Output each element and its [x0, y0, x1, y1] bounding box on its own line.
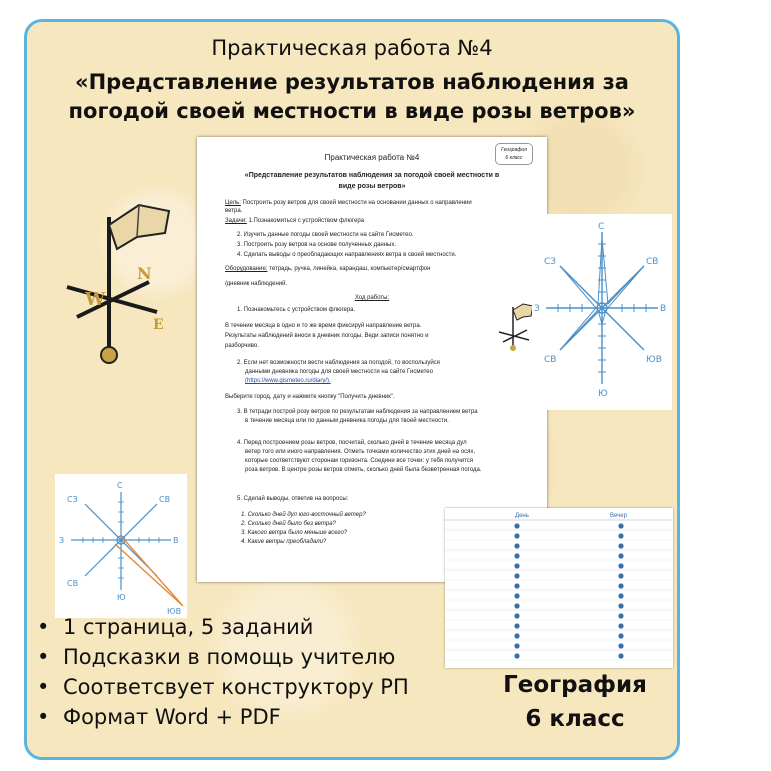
- wind-rose-diagram-left: [55, 474, 187, 618]
- cloud-icon: [618, 563, 623, 568]
- table-header-day: День: [515, 513, 529, 519]
- cloud-icon: [514, 553, 519, 558]
- task-1: 1.Познакомиться с устройством флюгера: [246, 218, 365, 224]
- feature-text: Соответсвует конструктору РП: [63, 675, 409, 699]
- cloud-icon: [618, 603, 623, 608]
- step-2b: данными дневника погоды для своей местности на сайте Гисметео: [245, 369, 433, 375]
- step-4d: роза ветров. В центре розы ветров отметь, сколько дней была безветренная погода.: [245, 467, 482, 473]
- rose-left-ne: СВ: [159, 495, 171, 504]
- rose-right-w: З: [534, 304, 540, 314]
- step-1c: разборчиво.: [225, 343, 259, 349]
- step-1a: В течение месяца в одно и то же время фиксируй направление ветра.: [225, 323, 422, 329]
- cloud-icon: [618, 533, 623, 538]
- task-2: 2. Изучить данные погоды своей местности на сайте Гисметео.: [237, 232, 414, 238]
- feature-text: Подсказки в помощь учителю: [63, 645, 396, 669]
- rose-right-s: Ю: [598, 389, 608, 399]
- cloud-icon: [618, 643, 623, 648]
- cloud-icon: [618, 613, 623, 618]
- feature-text: Формат Word + PDF: [63, 705, 281, 729]
- svg-text:N: N: [137, 264, 152, 283]
- rose-left-se: ЮВ: [167, 607, 182, 616]
- cloud-icon: [514, 573, 519, 578]
- title-line-2a: «Представление результатов наблюдения за: [75, 70, 629, 94]
- cloud-icon: [514, 583, 519, 588]
- step-3b: в течение месяца или по данным дневника погоды для твоей местности.: [245, 418, 449, 424]
- tasks-label: Задачи:: [225, 218, 247, 224]
- product-card: [24, 19, 680, 760]
- stamp-subject: География: [501, 147, 527, 153]
- cloud-icon: [514, 613, 519, 618]
- rose-right-se: ЮВ: [646, 355, 662, 365]
- svg-text:W: W: [85, 289, 106, 310]
- feature-item: • Подсказки в помощь учителю: [37, 645, 396, 669]
- question-2: 2. Сколько дней было без ветра?: [241, 521, 336, 527]
- doc-title-a: «Представление результатов наблюдения за погодой своей местности в: [244, 172, 500, 179]
- goal-line: [225, 199, 525, 207]
- table-header-evening: Вечер: [610, 513, 627, 519]
- rose-left-e: В: [173, 536, 179, 545]
- step-2a: 2. Если нет возможности вести наблюдения за погодой, то воспользуйся: [237, 360, 440, 366]
- weathervane-illustration: [57, 197, 177, 367]
- cloud-icon: [618, 583, 623, 588]
- tasks-line: [225, 217, 525, 225]
- cloud-icon: [618, 593, 623, 598]
- progress-heading: Ход работы:: [354, 295, 390, 301]
- cloud-icon: [618, 553, 623, 558]
- cloud-icon: [618, 543, 623, 548]
- step-4b: ветер того или иного направления. Отметь точками количество этих дней на осях,: [245, 449, 475, 455]
- cloud-icon: [514, 623, 519, 628]
- subject-name: География: [503, 672, 647, 698]
- doc-title-b: виде розы ветров»: [338, 183, 406, 190]
- wind-rose-diagram-right: [532, 214, 672, 410]
- rose-left-s: Ю: [117, 593, 126, 602]
- rose-left-n: С: [117, 481, 123, 490]
- rose-right-sw: СВ: [544, 355, 557, 365]
- title-line-1: Практическая работа №4: [211, 36, 493, 60]
- task-4: 4. Сделать выводы о преобладающих направлениях ветра в своей местности.: [237, 252, 457, 258]
- step-5: 5. Сделай выводы, ответив на вопросы:: [237, 496, 349, 502]
- stamp-grade: 6 класс: [505, 155, 523, 161]
- feature-item: • Формат Word + PDF: [37, 705, 281, 729]
- cloud-icon: [618, 523, 623, 528]
- task-3: 3. Построить розу ветров на основе полученных данных.: [237, 242, 397, 248]
- goal-label: Цель:: [225, 200, 241, 206]
- equipment-text: тетрадь, ручка, линейка, карандаш, компьютер/смартфон: [267, 266, 431, 272]
- cloud-icon: [514, 533, 519, 538]
- equipment-line-2: /дневник наблюдений.: [225, 281, 288, 287]
- rose-left-w: З: [59, 536, 65, 545]
- rose-right-n: С: [598, 222, 605, 232]
- doc-title: [227, 170, 517, 192]
- rose-right-nw: СЗ: [544, 257, 557, 267]
- title-line-2b: погодой своей местности в виде розы ветров»: [68, 99, 636, 123]
- rose-right-ne: СВ: [646, 257, 659, 267]
- feature-item: • Соответсвует конструктору РП: [37, 675, 409, 699]
- equipment-line: [225, 265, 525, 273]
- rose-left-sw: СВ: [67, 579, 79, 588]
- cloud-icon: [514, 593, 519, 598]
- doc-heading: Практическая работа №4: [324, 153, 420, 162]
- question-4: 4. Какие ветры преобладали?: [241, 539, 327, 545]
- step-3a: 3. В тетради построй розу ветров по результатам наблюдения за направлением ветра: [237, 409, 478, 415]
- svg-text:E: E: [153, 317, 164, 333]
- question-3: 3. Какого ветра было меньше всего?: [241, 530, 348, 536]
- cloud-icon: [514, 543, 519, 548]
- rose-right-e: В: [660, 304, 667, 314]
- step-4a: 4. Перед построением розы ветров, посчитай, сколько дней в течение месяца дул: [237, 440, 467, 446]
- goal-line-2: ветра.: [225, 208, 243, 214]
- rose-left-nw: СЗ: [67, 495, 78, 504]
- feature-text: 1 страница, 5 заданий: [63, 615, 314, 639]
- small-weathervane-icon: [495, 302, 535, 352]
- gismeteo-link[interactable]: (https://www.gismeteo.ru/diary/).: [245, 378, 331, 384]
- cloud-icon: [618, 633, 623, 638]
- question-1: 1. Сколько дней дул юго-восточный ветер?: [241, 512, 366, 518]
- subject-grade: 6 класс: [525, 706, 625, 732]
- step-2d: Выберите город, дату и нажмите кнопку "Получить дневник".: [225, 394, 395, 400]
- feature-item: • 1 страница, 5 заданий: [37, 615, 314, 639]
- cloud-icon: [618, 653, 623, 658]
- step-4c: которые соответствуют сторонам горизонта. Соедини все точки: у тебя получится: [245, 458, 474, 464]
- subject-label: [475, 668, 675, 736]
- step-1: 1. Познакомьтесь с устройством флюгера.: [237, 307, 356, 313]
- cloud-icon: [514, 653, 519, 658]
- cloud-icon: [618, 573, 623, 578]
- feature-list: [37, 612, 457, 732]
- cloud-icon: [514, 633, 519, 638]
- step-1b: Результаты наблюдений вноси в дневник погоды. Веди записи понятно и: [225, 333, 429, 339]
- cloud-icon: [514, 523, 519, 528]
- cloud-icon: [514, 603, 519, 608]
- cloud-icon: [514, 643, 519, 648]
- cloud-icon: [618, 623, 623, 628]
- cloud-icon: [514, 563, 519, 568]
- equipment-label: Оборудование:: [225, 266, 268, 272]
- weather-diary-table: [445, 508, 673, 668]
- title-line-2: [27, 68, 677, 126]
- goal-text: Построить розу ветров для своей местности на основании данных о направлении: [240, 200, 472, 206]
